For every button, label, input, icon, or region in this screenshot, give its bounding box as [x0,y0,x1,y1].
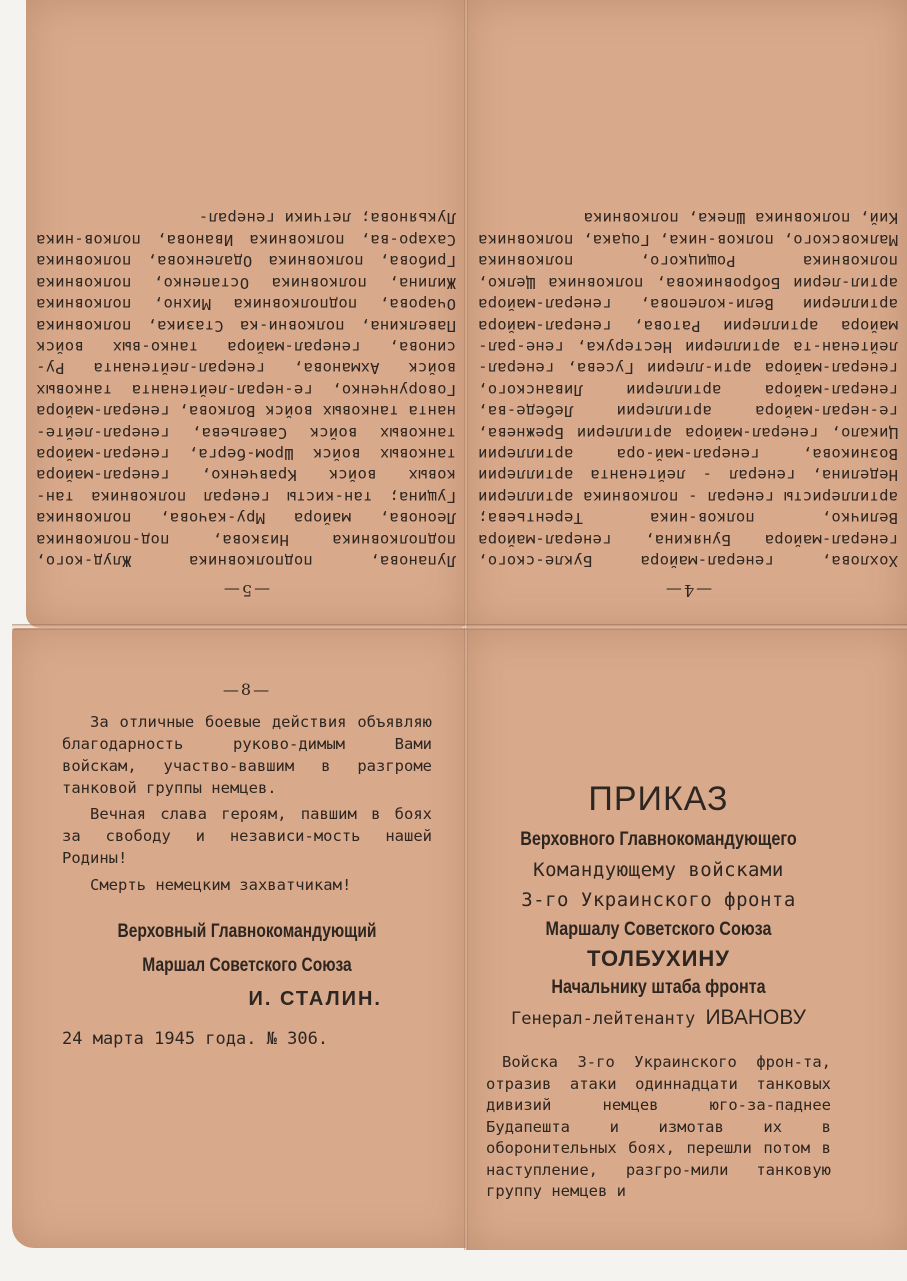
header-commander: Командующему войсками [533,859,784,881]
signature-rank: Маршал Советского Союза [142,955,352,976]
gratitude-paragraph: За отличные боевые действия объявляю благодарность руково-димым Вами войскам, участво-вавшим в разгроме танковой группы немцев. [62,713,432,797]
order-title: ПРИКАЗ [588,780,729,818]
header-chief-of-staff: Начальнику штаба фронта [551,977,766,998]
page-4 [478,50,898,600]
horizontal-fold [12,624,907,630]
header-lieutenant-general [486,1003,831,1034]
page-number-8: —8— [222,680,272,699]
header-rank-prefix: Генерал-лейтенанту [510,1009,696,1029]
header-marshal: Маршалу Советского Союза [545,919,772,940]
page-4-text: Хохлова, генерал-майора Букле-ского, генерал-майора Бунякина, генерал-майора Величко, полков-ника Терентьева; артиллеристы генерал - полковника артиллерии Неделина, генерал - лейтенанта артиллерии Возникова, генерал-май-ора артиллерии Цикало, генерал-майора артиллерии Брежнева, ге-нерал-майора артиллерии Лебеде-ва, генерал-майора артиллерии Ливанского, генерал-майора арти-ллерии Гусева, генерал-лейтенан-та артиллерии Нестерука, гене-рал-майора артиллерии Ратова, генерал-майора артиллерии Вели-колепова, генерал-майора артил-лерии Бобровникова, полковника Щелко, полковника Рощицкого, полковника Малковского, полков-ника, Гоцака, полковника Кий, полковника Шпека, полковника [478,209,898,570]
header-ivanov: ИВАНОВУ [705,1006,807,1029]
header-tolbukhin: ТОЛБУХИНУ [587,946,730,971]
signature-name: И. СТАЛИН. [248,988,382,1010]
page-number-4: —4— [663,581,713,600]
page-5 [36,40,456,600]
page-8 [62,680,432,1049]
header-supreme-commander: Верховного Главнокомандующего [520,829,797,850]
page-5-text: Лупанова, подполковника Жлуд-кого, подполковника Низкова, под-полковника Леонова, майора Мру-качова, полковника Гущина; тан-кисты генерал полковника тан-ковых войск Кравченко, генерал-майора танковых войск Шром-берга, генерал-майора танковых войск Савельева, генерал-лейте-нанта танковых войск Волкова, генерал-майора Говорунченко, ге-нерал-лейтенанта танковых войск Ахманова, генерал-лейтенанта Ру-синова, генерал-майора танко-вых войск Павелкина, полковни-ка Стазика, полковника Очарова, подполковника Михно, полковника Жилина, полковника Остапенко, полковника Грибова, полковника Одаленкова, полковника Сахаро-ва, полковника Иванова, полков-ника Лукьянова; летчики генерал- [36,209,456,570]
cheer-line: Смерть немецким захватчикам! [90,876,352,894]
order-date: 24 марта 1945 года. № 306. [62,1029,329,1049]
page-1 [486,780,831,1203]
header-front: 3-го Украинского фронта [521,889,796,911]
signature-title: Верховный Главнокомандующий [117,921,377,942]
order-opening-paragraph: Войска 3-го Украинского фрон-та, отразив атаки одиннадцати танковых дивизий немцев юго-за-паднее Будапешта и измотав их в оборонительных боях, перешли потом в наступление, разгро-мили танковую группу немцев и [486,1053,831,1200]
glory-paragraph: Вечная слава героям, павшим в боях за свободу и независи-мость нашей Родины! [62,805,432,867]
page-number-5: —5— [221,581,271,600]
